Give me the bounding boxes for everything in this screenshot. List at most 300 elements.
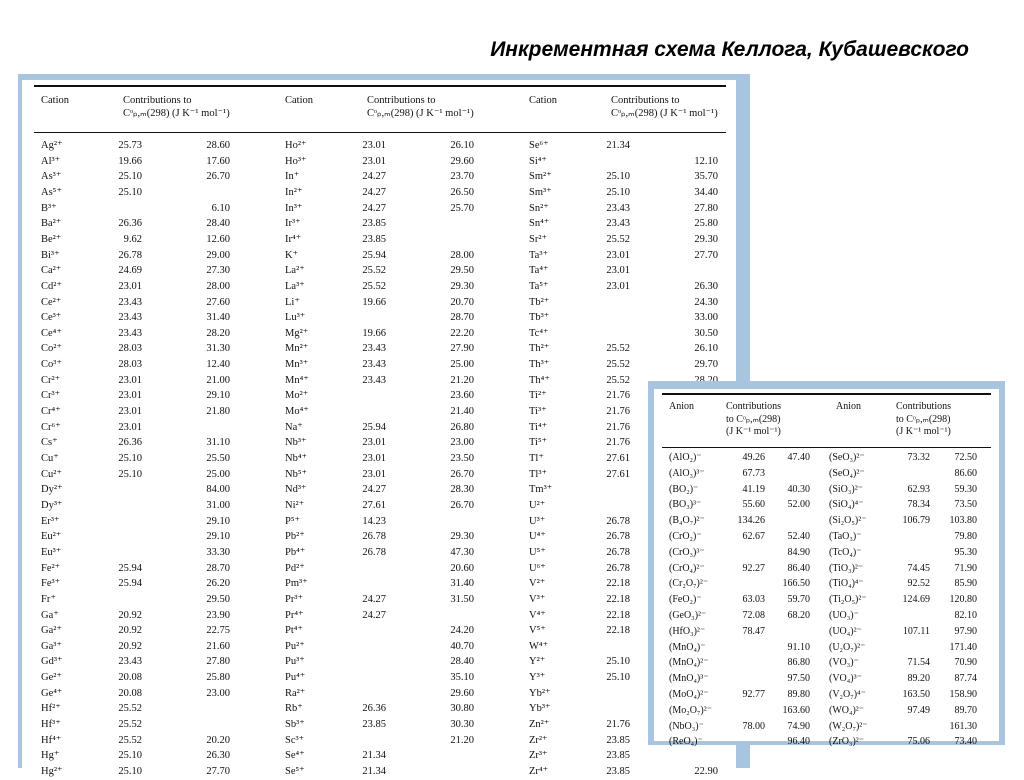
cation-table-cell: Nb³⁺ bbox=[285, 437, 307, 449]
cation-table-cell: 25.10 bbox=[606, 656, 630, 668]
anion-table-cell: 97.49 bbox=[907, 704, 930, 716]
cation-table-cell: Ga³⁺ bbox=[41, 640, 62, 652]
cation-table-cell: Hg²⁺ bbox=[41, 766, 63, 777]
cation-table-cell: Pr³⁺ bbox=[285, 593, 304, 605]
cation-table-cell: Fe³⁺ bbox=[41, 578, 61, 590]
cation-table-cell: Th²⁺ bbox=[529, 343, 550, 355]
cation-table-cell bbox=[190, 185, 230, 201]
cation-table-cell: 28.60 bbox=[206, 140, 230, 151]
cation-table-cell: 27.80 bbox=[694, 202, 718, 214]
cation-table-cell: 23.90 bbox=[206, 609, 230, 621]
cation-table-cell: Se⁵⁺ bbox=[285, 766, 305, 777]
cation-table-cell: Pu³⁺ bbox=[285, 656, 305, 668]
cation-table-sheet bbox=[22, 80, 736, 777]
cation-table-cell: Al³⁺ bbox=[41, 155, 61, 167]
cation-table-cell: 26.30 bbox=[206, 750, 230, 762]
header-rule bbox=[34, 132, 726, 133]
cation-table-cell: 26.78 bbox=[362, 546, 386, 558]
cation-table-cell: 25.52 bbox=[606, 374, 630, 386]
anion-table-cell: 59.70 bbox=[787, 594, 810, 606]
cation-table-cell: 26.78 bbox=[606, 515, 630, 527]
cation-table-cell: Zr²⁺ bbox=[529, 734, 548, 746]
cation-table-cell: 19.66 bbox=[362, 327, 386, 339]
cation-table-cell: 21.76 bbox=[606, 390, 630, 402]
anion-table-cell: 71.90 bbox=[954, 562, 977, 574]
anion-table-cell: 78.34 bbox=[907, 499, 930, 511]
cation-table-cell: 23.00 bbox=[206, 687, 230, 699]
cation-table-cell: 29.30 bbox=[450, 280, 474, 292]
anion-table-cell: 72.50 bbox=[954, 452, 977, 463]
cation-table-cell: Dy²⁺ bbox=[41, 484, 63, 496]
cation-table-cell: Sb³⁺ bbox=[285, 719, 305, 731]
cation-table-cell: 23.01 bbox=[362, 468, 386, 480]
cation-table-cell: Ta⁴⁺ bbox=[529, 265, 549, 277]
cation-table-cell: 23.01 bbox=[362, 437, 386, 449]
cation-table-cell: Th³⁺ bbox=[529, 359, 550, 371]
cation-table-cell: Nb⁴⁺ bbox=[285, 453, 308, 464]
cation-table-cell: 26.10 bbox=[450, 140, 474, 151]
cation-table-cell: Lu³⁺ bbox=[285, 312, 306, 324]
cation-table-cell: 25.00 bbox=[206, 468, 230, 480]
cation-table-cell bbox=[102, 201, 142, 217]
cation-table-cell bbox=[102, 545, 142, 561]
anion-table-cell: (W₂O₇)²⁻ bbox=[829, 720, 868, 732]
cation-table-cell: Cr⁶⁺ bbox=[41, 421, 61, 433]
cation-table-cell: Pb⁴⁺ bbox=[285, 546, 306, 558]
cation-table-cell: Fr⁺ bbox=[41, 593, 56, 605]
anion-table-cell bbox=[894, 608, 930, 624]
cation-table-cell: 29.50 bbox=[450, 265, 474, 277]
anion-table-cell: (VO₄)³⁻ bbox=[829, 673, 862, 685]
cation-table-cell: Sm²⁺ bbox=[529, 171, 552, 183]
cation-table-cell: 12.10 bbox=[694, 155, 718, 167]
anion-table-cell: (WO₄)²⁻ bbox=[829, 704, 865, 716]
cation-table-cell bbox=[590, 295, 630, 311]
cation-table-cell: Th⁴⁺ bbox=[529, 374, 550, 386]
cation-table-cell: 29.10 bbox=[206, 515, 230, 527]
cation-table-cell: 24.27 bbox=[362, 202, 386, 214]
cation-table-cell: 25.52 bbox=[118, 703, 142, 715]
cation-table-cell: 24.30 bbox=[694, 296, 718, 308]
anion-table-cell bbox=[774, 466, 810, 482]
anion-table-cell: 47.40 bbox=[787, 452, 810, 463]
cation-table-cell: 21.76 bbox=[606, 437, 630, 449]
cation-table-cell: 31.10 bbox=[206, 437, 230, 449]
cation-table-cell: 47.30 bbox=[450, 546, 474, 558]
anion-table-cell: 79.80 bbox=[954, 531, 977, 542]
cation-table-cell: Ga²⁺ bbox=[41, 625, 62, 637]
cation-table-cell: 23.85 bbox=[606, 750, 630, 762]
anion-table-cell: 82.10 bbox=[954, 610, 977, 621]
cation-table-cell: Ir⁴⁺ bbox=[285, 233, 302, 245]
cation-table-cell: 29.00 bbox=[206, 249, 230, 261]
cation-table-cell bbox=[102, 529, 142, 545]
cation-table-cell: 25.52 bbox=[118, 719, 142, 731]
header-contrib-2 bbox=[367, 94, 474, 120]
cation-table-cell: 24.27 bbox=[362, 609, 386, 621]
anion-table-cell: 107.11 bbox=[902, 625, 930, 637]
cation-table-cell: Y²⁺ bbox=[529, 656, 546, 668]
cation-table-cell: Ho³⁺ bbox=[285, 155, 307, 167]
cation-table-cell bbox=[434, 608, 474, 624]
cation-table-cell: 27.90 bbox=[450, 343, 474, 355]
cation-table-cell: Ra²⁺ bbox=[285, 687, 306, 699]
anion-table-cell: 68.20 bbox=[787, 610, 810, 621]
cation-table-cell: 20.60 bbox=[450, 562, 474, 574]
cation-table-cell: Mo²⁺ bbox=[285, 390, 309, 402]
cation-table-cell: 17.60 bbox=[206, 155, 230, 167]
header-contrib-line2: Cᵒₚ,ₘ(298) (J K⁻¹ mol⁻¹) bbox=[123, 108, 230, 119]
anion-table-cell: 62.67 bbox=[742, 531, 765, 542]
cation-table-cell: Na⁺ bbox=[285, 421, 303, 433]
cation-table-cell: 28.70 bbox=[450, 312, 474, 324]
cation-table-cell: 26.78 bbox=[606, 531, 630, 543]
anion-table-cell: (SeO₄)²⁻ bbox=[829, 467, 865, 479]
anion-table-cell: (TaO₃)⁻ bbox=[829, 531, 862, 542]
anion-table-cell: 67.73 bbox=[742, 467, 765, 479]
cation-table-cell: Ho²⁺ bbox=[285, 140, 307, 151]
cation-table-cell: 31.40 bbox=[450, 578, 474, 590]
cation-table-cell: 9.62 bbox=[123, 233, 142, 245]
cation-table-cell bbox=[590, 326, 630, 342]
anion-table-cell bbox=[729, 640, 765, 656]
cation-table-cell: La²⁺ bbox=[285, 265, 305, 277]
cation-table-cell: Sc³⁺ bbox=[285, 734, 305, 746]
cation-table-cell: 27.61 bbox=[606, 453, 630, 464]
cation-table-cell: Sm³⁺ bbox=[529, 186, 552, 198]
anion-table-cell: 124.69 bbox=[902, 594, 930, 606]
cation-table-cell: 29.30 bbox=[450, 531, 474, 543]
cation-table-cell: Se⁶⁺ bbox=[529, 140, 549, 151]
cation-table-cell: U⁶⁺ bbox=[529, 562, 546, 574]
cation-table-cell: 21.00 bbox=[206, 374, 230, 386]
cation-table-cell: Ti⁴⁺ bbox=[529, 421, 548, 433]
anion-table-cell: (TiO₃)²⁻ bbox=[829, 562, 864, 574]
cation-table-cell: 28.40 bbox=[450, 656, 474, 668]
cation-table-cell: Sr²⁺ bbox=[529, 233, 548, 245]
cation-table-cell: 21.76 bbox=[606, 719, 630, 731]
cation-table-cell: 29.10 bbox=[206, 531, 230, 543]
cation-table-cell: Se⁴⁺ bbox=[285, 750, 305, 762]
anion-table-cell bbox=[894, 640, 930, 656]
cation-table-cell: 25.52 bbox=[118, 734, 142, 746]
anion-table-cell: (UO₃)⁻ bbox=[829, 610, 859, 621]
cation-table-cell bbox=[590, 498, 630, 514]
cation-table-cell: 30.30 bbox=[450, 719, 474, 731]
cation-table-cell: 25.10 bbox=[606, 672, 630, 684]
cation-table-cell: 25.10 bbox=[118, 171, 142, 183]
header-contrib-1 bbox=[123, 94, 230, 120]
anion-table-cell: 73.40 bbox=[954, 736, 977, 748]
cation-table-cell: 25.80 bbox=[206, 672, 230, 684]
header-contrib-line1: Contributions bbox=[726, 401, 782, 412]
anion-table-cell: 86.40 bbox=[787, 562, 810, 574]
cation-table-cell: 23.01 bbox=[606, 249, 630, 261]
cation-table-cell: W⁴⁺ bbox=[529, 640, 549, 652]
cation-table-cell: 27.30 bbox=[206, 265, 230, 277]
cation-table-cell bbox=[590, 686, 630, 702]
cation-table-cell: 25.52 bbox=[606, 233, 630, 245]
cation-table-cell: Hg⁺ bbox=[41, 750, 60, 762]
cation-table-cell: V⁴⁺ bbox=[529, 609, 546, 621]
anion-table-cell: 71.54 bbox=[907, 657, 930, 669]
anion-table-cell: (MnO₄)³⁻ bbox=[669, 673, 709, 685]
cation-table-cell: 24.20 bbox=[450, 625, 474, 637]
cation-table-cell: Zr⁴⁺ bbox=[529, 766, 549, 777]
anion-table-cell: 73.50 bbox=[954, 499, 977, 511]
cation-table-cell: Yb²⁺ bbox=[529, 687, 551, 699]
cation-table-cell: 21.20 bbox=[450, 734, 474, 746]
header-contrib-line2: Cᵒₚ,ₘ(298) (J K⁻¹ mol⁻¹) bbox=[611, 108, 718, 119]
cation-table-cell: Nb⁵⁺ bbox=[285, 468, 308, 480]
cation-table-cell: 21.76 bbox=[606, 406, 630, 418]
cation-table-cell: 28.03 bbox=[118, 359, 142, 371]
cation-table-cell: 23.00 bbox=[450, 437, 474, 449]
cation-table-cell: Ga⁺ bbox=[41, 609, 59, 621]
cation-table-cell: 26.20 bbox=[206, 578, 230, 590]
cation-table-cell: 24.27 bbox=[362, 171, 386, 183]
anion-table-cell: 158.90 bbox=[949, 689, 977, 700]
cation-table-cell: Cr⁴⁺ bbox=[41, 406, 61, 418]
cation-table-cell bbox=[434, 764, 474, 780]
anion-table-cell: 96.40 bbox=[787, 736, 810, 748]
anion-table-cell bbox=[729, 703, 765, 719]
cation-table-cell: 21.20 bbox=[450, 374, 474, 386]
cation-table-cell: V²⁺ bbox=[529, 578, 546, 590]
cation-table-cell: Ir³⁺ bbox=[285, 218, 301, 230]
cation-table-cell: 23.70 bbox=[450, 171, 474, 183]
cation-table-cell: 23.43 bbox=[118, 296, 142, 308]
cation-table-cell: Cu⁺ bbox=[41, 453, 59, 464]
anion-table-cell: (B₄O₇)²⁻ bbox=[669, 515, 705, 527]
cation-table-cell: Ti⁵⁺ bbox=[529, 437, 548, 449]
cation-table-cell: 23.01 bbox=[606, 280, 630, 292]
cation-table-cell bbox=[590, 310, 630, 326]
cation-table-cell bbox=[346, 686, 386, 702]
cation-table-cell: Be²⁺ bbox=[41, 233, 62, 245]
cation-table-cell: 23.85 bbox=[362, 719, 386, 731]
cation-table-cell: 25.10 bbox=[118, 750, 142, 762]
anion-table-cell: (ZrO₃)²⁻ bbox=[829, 736, 865, 748]
cation-table-cell: 28.20 bbox=[206, 327, 230, 339]
cation-table-cell: 35.70 bbox=[694, 171, 718, 183]
cation-table-cell: 28.00 bbox=[450, 249, 474, 261]
cation-table-cell: 27.61 bbox=[362, 499, 386, 511]
cation-table-cell: 23.85 bbox=[362, 218, 386, 230]
cation-table-cell: 6.10 bbox=[211, 202, 230, 214]
anion-table-cell: 95.30 bbox=[954, 546, 977, 558]
cation-table-cell: 25.70 bbox=[450, 202, 474, 214]
cation-table-cell: 21.34 bbox=[362, 750, 386, 762]
cation-table-cell: 30.50 bbox=[694, 327, 718, 339]
cation-table-cell: 25.94 bbox=[362, 249, 386, 261]
top-rule bbox=[662, 393, 991, 395]
cation-table-cell: 34.40 bbox=[694, 186, 718, 198]
anion-table-cell: 89.20 bbox=[907, 673, 930, 685]
cation-table-cell: 29.50 bbox=[206, 593, 230, 605]
cation-table-cell: Mn³⁺ bbox=[285, 359, 309, 371]
anion-table-cell: (Cr₂O₇)²⁻ bbox=[669, 578, 709, 590]
cation-table-cell: 23.85 bbox=[606, 766, 630, 777]
anion-table-cell: 52.00 bbox=[787, 499, 810, 511]
cation-table-cell: 20.92 bbox=[118, 625, 142, 637]
cation-table-cell: Er³⁺ bbox=[41, 515, 60, 527]
cation-table-cell: K⁺ bbox=[285, 249, 299, 261]
anion-table-cell: (MoO₄)²⁻ bbox=[669, 689, 709, 700]
cation-table-cell: 25.10 bbox=[118, 766, 142, 777]
anion-table-cell bbox=[729, 734, 765, 750]
cation-table-cell: 26.30 bbox=[694, 280, 718, 292]
anion-table-cell: 163.60 bbox=[782, 704, 810, 716]
cation-table-cell: Cs⁺ bbox=[41, 437, 58, 449]
anion-table-cell: 75.06 bbox=[907, 736, 930, 748]
header-anion-1: Anion bbox=[669, 401, 694, 412]
cation-table-cell: 23.85 bbox=[362, 233, 386, 245]
cation-table-cell: 23.43 bbox=[606, 218, 630, 230]
cation-table-cell: 23.01 bbox=[118, 280, 142, 292]
cation-table-cell bbox=[346, 639, 386, 655]
cation-table-cell: 31.50 bbox=[450, 593, 474, 605]
cation-table-cell: 25.52 bbox=[606, 359, 630, 371]
cation-table-cell bbox=[190, 701, 230, 717]
cation-table-cell: As⁵⁺ bbox=[41, 186, 62, 198]
cation-table-cell bbox=[190, 717, 230, 733]
cation-table-cell: Y³⁺ bbox=[529, 672, 546, 684]
cation-table-cell: Dy³⁺ bbox=[41, 499, 63, 511]
cation-table-cell: Hf⁴⁺ bbox=[41, 734, 62, 746]
cation-table-cell bbox=[346, 623, 386, 639]
anion-table-cell: 85.90 bbox=[954, 578, 977, 590]
cation-table-cell: Sn⁴⁺ bbox=[529, 218, 550, 230]
cation-table-cell: V⁵⁺ bbox=[529, 625, 546, 637]
cation-table-cell: Mo⁴⁺ bbox=[285, 406, 309, 418]
anion-table-cell: 103.80 bbox=[949, 515, 977, 527]
anion-table-cell: (HfO₃)²⁻ bbox=[669, 625, 706, 637]
cation-table-cell: 19.66 bbox=[118, 155, 142, 167]
cation-table-cell: 22.18 bbox=[606, 578, 630, 590]
cation-table-cell: 21.34 bbox=[362, 766, 386, 777]
anion-table-cell: 91.10 bbox=[787, 641, 810, 653]
cation-table-cell: 19.66 bbox=[362, 296, 386, 308]
cation-table-cell: Si⁴⁺ bbox=[529, 155, 547, 167]
slide-title: Инкрементная схема Келлога, Кубашевского bbox=[490, 38, 969, 61]
cation-table-cell: 28.00 bbox=[206, 280, 230, 292]
cation-table-cell: Cr²⁺ bbox=[41, 374, 61, 386]
cation-table-cell: 24.27 bbox=[362, 186, 386, 198]
anion-table-cell: 163.50 bbox=[902, 689, 930, 700]
cation-table-cell: 25.10 bbox=[118, 453, 142, 464]
anion-table-cell bbox=[894, 719, 930, 735]
cation-table-cell bbox=[678, 263, 718, 279]
cation-table-cell: 20.08 bbox=[118, 687, 142, 699]
cation-table-cell: 26.36 bbox=[118, 218, 142, 230]
anion-table-cell: (SeO₃)²⁻ bbox=[829, 452, 865, 463]
anion-table-cell: 97.50 bbox=[787, 673, 810, 685]
anion-table-cell: 73.32 bbox=[907, 452, 930, 463]
cation-table-cell: 22.90 bbox=[694, 766, 718, 777]
cation-table-cell: 23.01 bbox=[118, 406, 142, 418]
anion-table-panel bbox=[648, 381, 1005, 748]
cation-table-cell: In³⁺ bbox=[285, 202, 303, 214]
cation-table-cell: 28.30 bbox=[450, 484, 474, 496]
anion-table-cell: (AlO₂)⁻ bbox=[669, 452, 702, 463]
cation-table-cell: 25.10 bbox=[118, 468, 142, 480]
cation-table-cell: 25.52 bbox=[362, 265, 386, 277]
cation-table-cell bbox=[102, 514, 142, 530]
header-contrib-line1: Contributions bbox=[896, 401, 952, 412]
cation-table-cell: 22.75 bbox=[206, 625, 230, 637]
cation-table-cell: 26.80 bbox=[450, 421, 474, 433]
cation-table-cell: 29.60 bbox=[450, 155, 474, 167]
anion-table-cell: (V₂O₇)⁴⁻ bbox=[829, 689, 866, 700]
cation-table-cell: 30.80 bbox=[450, 703, 474, 715]
cation-table-cell: 27.80 bbox=[206, 656, 230, 668]
anion-table-cell: 171.40 bbox=[949, 641, 977, 653]
cation-table-cell: 14.23 bbox=[362, 515, 386, 527]
cation-table-cell: In²⁺ bbox=[285, 186, 303, 198]
cation-table-cell: 25.10 bbox=[118, 186, 142, 198]
cation-table-cell: Pd²⁺ bbox=[285, 562, 305, 574]
cation-table-cell: 21.80 bbox=[206, 406, 230, 418]
anion-table-cell: (ReO₄)⁻ bbox=[669, 736, 703, 748]
header-contrib-line2: to Cᵒₚ,ₘ(298) bbox=[896, 413, 951, 425]
cation-table-cell: Ni²⁺ bbox=[285, 499, 305, 511]
cation-table-cell: 24.27 bbox=[362, 484, 386, 496]
cation-table-cell: Nd³⁺ bbox=[285, 484, 307, 496]
anion-table-cell: 92.27 bbox=[742, 562, 765, 574]
cation-table-cell: 23.43 bbox=[362, 374, 386, 386]
cation-table-cell: 23.01 bbox=[118, 390, 142, 402]
cation-table-cell: U⁴⁺ bbox=[529, 531, 546, 543]
anion-table-cell bbox=[774, 624, 810, 640]
cation-table-cell bbox=[346, 310, 386, 326]
cation-table-cell bbox=[346, 388, 386, 404]
cation-table-cell: 20.92 bbox=[118, 609, 142, 621]
cation-table-cell: 29.10 bbox=[206, 390, 230, 402]
cation-table-cell bbox=[346, 404, 386, 420]
cation-table-cell: 28.03 bbox=[118, 343, 142, 355]
cation-table-cell: 26.36 bbox=[362, 703, 386, 715]
cation-table-cell: Ge⁴⁺ bbox=[41, 687, 63, 699]
anion-table-cell: 89.70 bbox=[954, 704, 977, 716]
cation-table-cell: 23.01 bbox=[362, 155, 386, 167]
cation-table-cell: Tb²⁺ bbox=[529, 296, 550, 308]
cation-table-cell: Ag²⁺ bbox=[41, 140, 63, 151]
cation-table-cell: 26.36 bbox=[118, 437, 142, 449]
cation-table-cell: 29.60 bbox=[450, 687, 474, 699]
cation-table-cell: Bi³⁺ bbox=[41, 249, 60, 261]
anion-table-cell: 92.52 bbox=[907, 578, 930, 590]
cation-table-cell: 84.00 bbox=[206, 484, 230, 496]
cation-table-cell bbox=[590, 639, 630, 655]
anion-table-cell: 52.40 bbox=[787, 531, 810, 542]
anion-table-cell: 40.30 bbox=[787, 483, 810, 495]
anion-table-sheet bbox=[654, 389, 999, 748]
cation-table-cell: 25.52 bbox=[606, 343, 630, 355]
anion-table-cell: 72.08 bbox=[742, 610, 765, 621]
cation-table-cell: 12.60 bbox=[206, 233, 230, 245]
top-rule bbox=[34, 85, 726, 87]
cation-table-cell: As³⁺ bbox=[41, 171, 62, 183]
cation-table-cell: Ti²⁺ bbox=[529, 390, 547, 402]
anion-table-cell: 161.30 bbox=[949, 720, 977, 732]
cation-table-cell: Pb²⁺ bbox=[285, 531, 305, 543]
header-contrib-line1: Contributions to bbox=[123, 95, 192, 106]
cation-table-cell: 20.70 bbox=[450, 296, 474, 308]
cation-table-cell: 27.61 bbox=[606, 468, 630, 480]
anion-table-cell: 92.77 bbox=[742, 689, 765, 700]
anion-table-cell: (GeO₃)²⁻ bbox=[669, 610, 707, 621]
